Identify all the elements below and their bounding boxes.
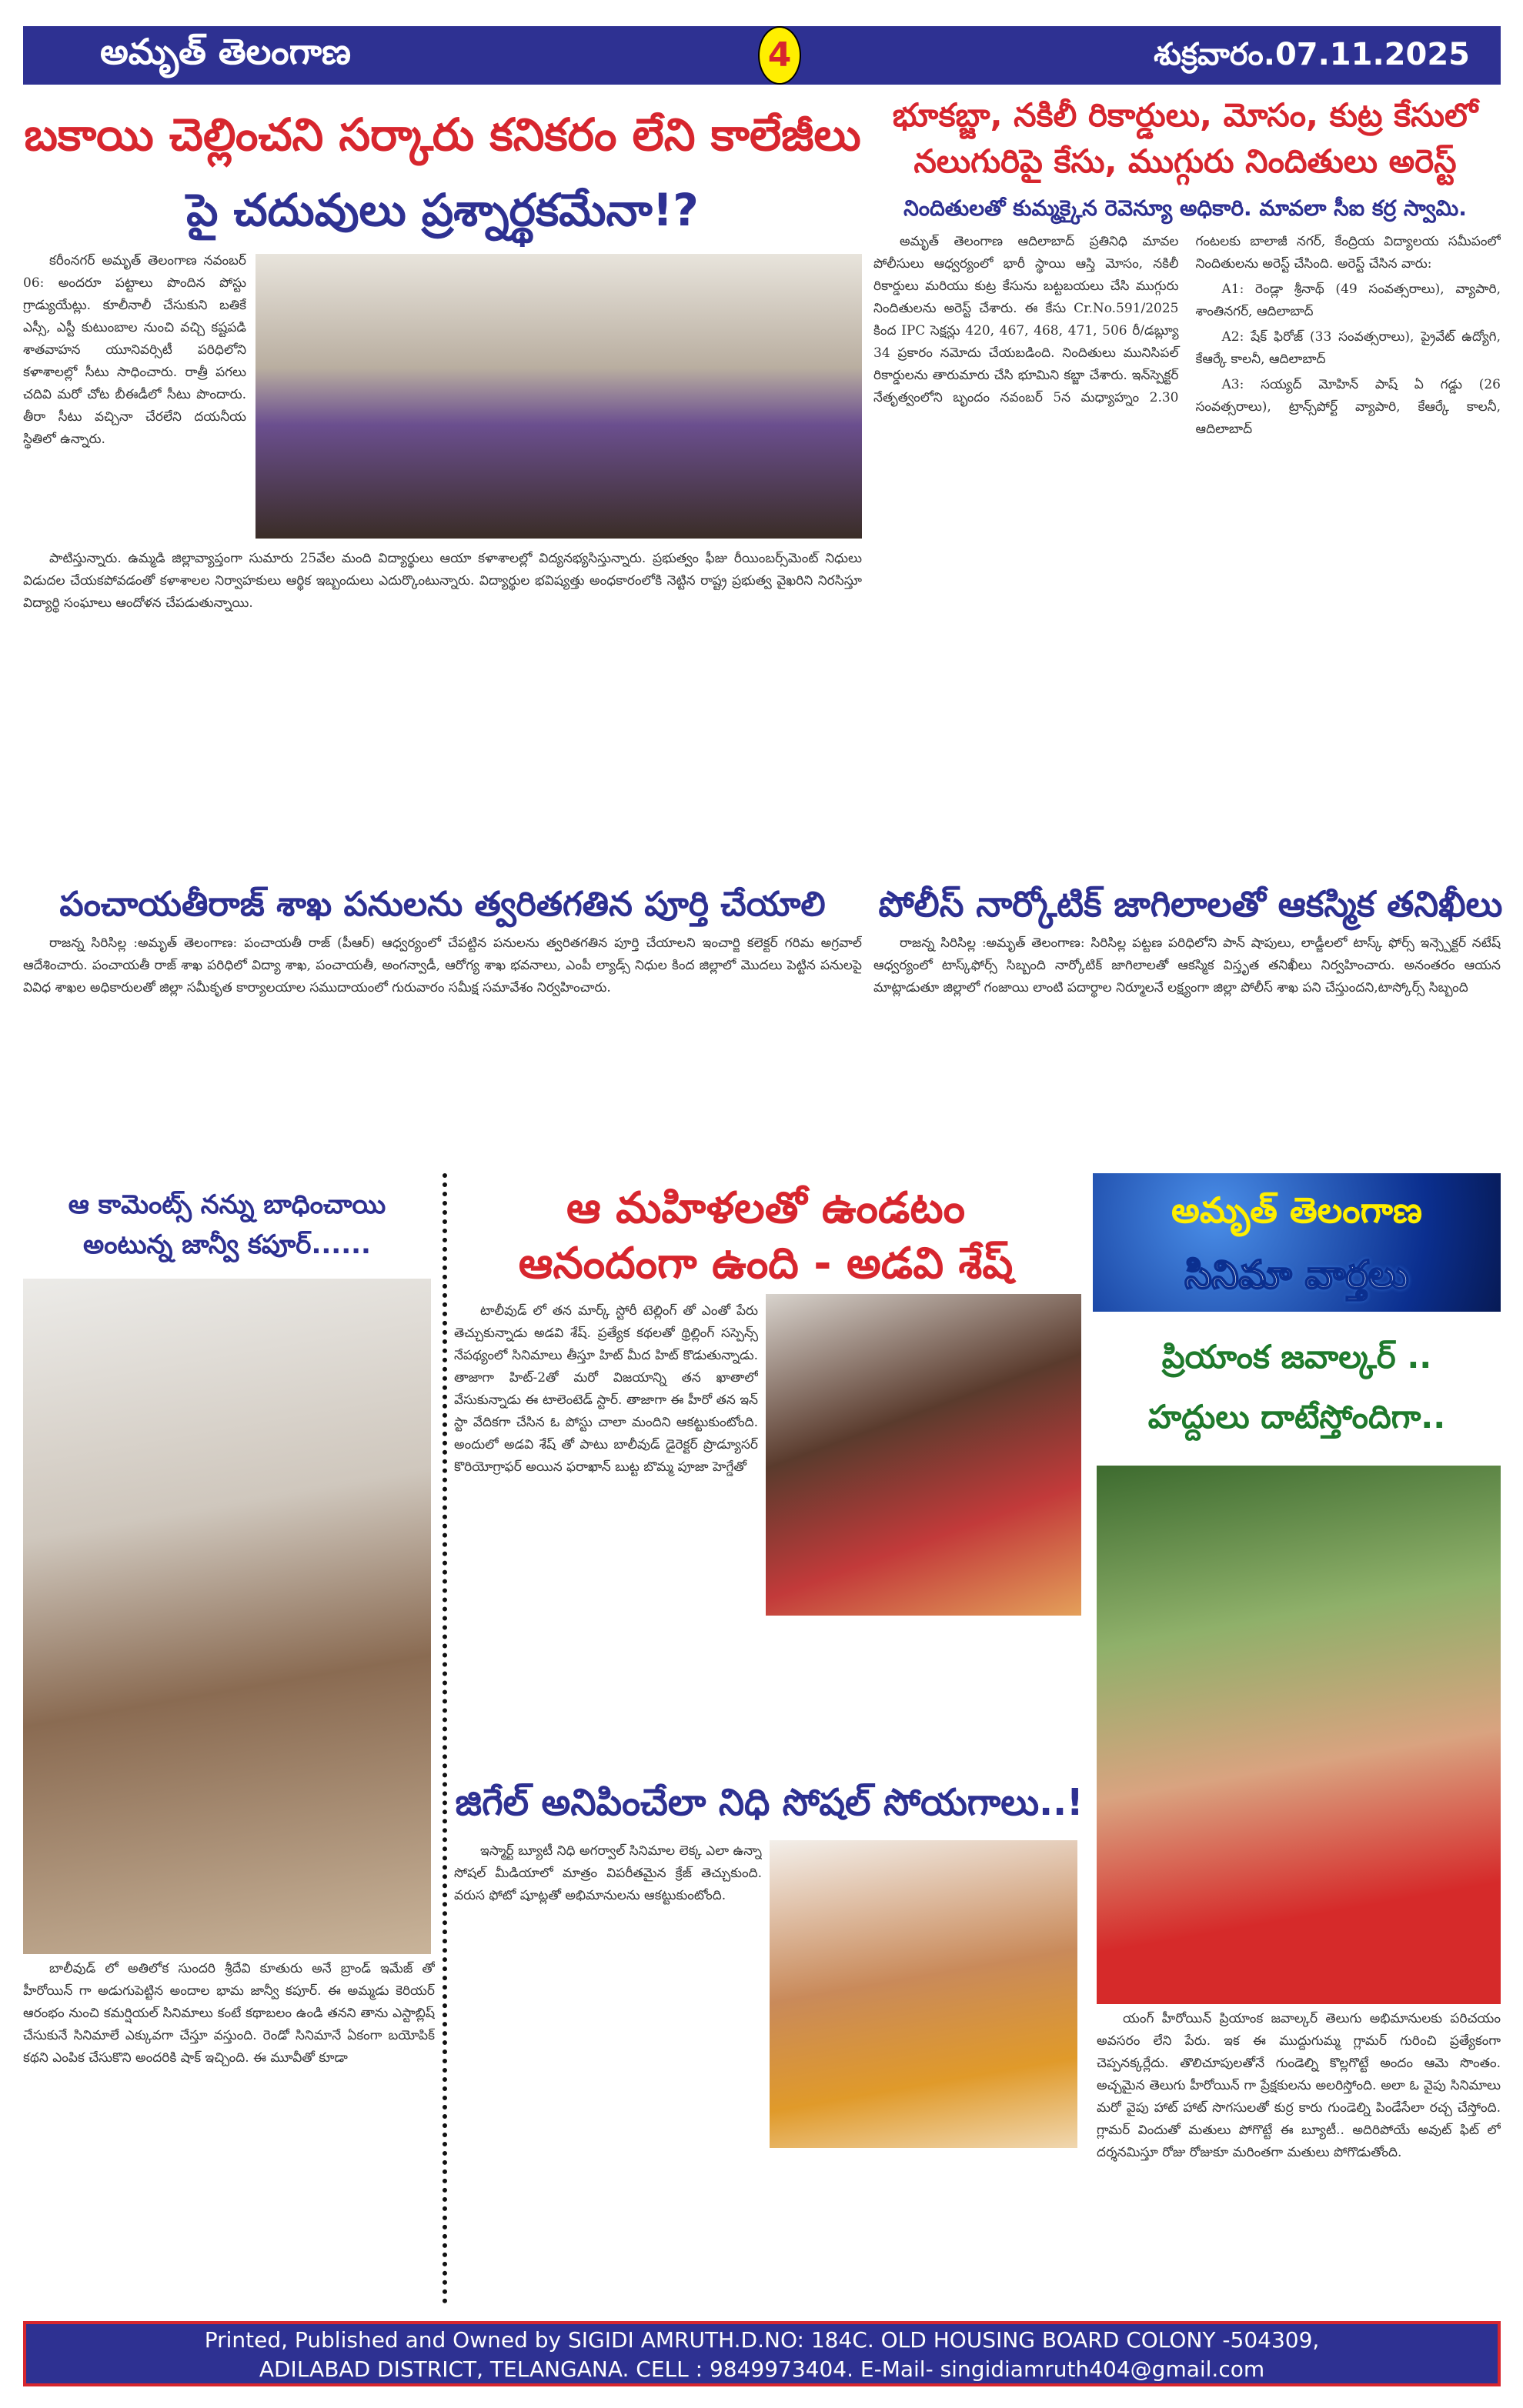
masthead: [23, 26, 1501, 85]
accused-a1: A1: రెండ్లా శ్రీనాథ్ (49 సంవత్సరాలు), వ్యాపారి, శాంతినగర్, ఆదిలాబాద్: [1195, 282, 1501, 319]
lead-headline-line2-box: [23, 185, 862, 236]
fraud-headline: [870, 92, 1501, 185]
police-body-text: రాజన్న సిరిసిల్ల :అమృత్ తెలంగాణ: సిరిసిల్ల పట్టణ పరిధిలోని పాన్ షాపులు, లాడ్జీలలో టాస్క్ ఫోర్స్ ఇన్స్పెక్టర్ నటేష్ ఆధ్వర్యంలో టాస్క్‌ఫోర్స్ సిబ్బంది నార్కోటిక్ జాగిలాలతో ఆకస్మిక విస్తృత తనిఖీలు నిర్వహించారు. అనంతరం ఆయన మాట్లాడుతూ జిల్లాలో గంజాయి లాంటి పదార్థాల నిర్మూలనే లక్ష్యంగా జిల్లా పోలీస్ శాఖ పని చేస్తుందని,టాస్కోర్స్ సిబ్బంది: [873, 936, 1501, 996]
priyanka-body-text: యంగ్ హీరోయిన్ ప్రియాంక జవాల్కర్ తెలుగు అభిమానులకు పరిచయం అవసరం లేని పేరు. ఇక ఈ ముద్దుగుమ్మ గ్లామర్ గురించి ప్రత్యేకంగా చెప్పనక్కర్లేదు. తొలిచూపులతోనే గుండెల్ని కొల్లగొట్టే అందం ఆమె సొంతం. అచ్చమైన తెలుగు హీరోయిన్ గా ప్రేక్షకులను అలరిస్తోంది. అలా ఓ వైపు సినిమాలు మరో వైపు హాట్ హాట్ సొగసులతో కుర్ర కారు గుండెల్ని పిండేసేలా రచ్చ చేస్తోంది. గ్లామర్ విందుతో మతులు పోగొట్టే ఈ బ్యూటీ.. అదిరిపోయే అవుట్ ఫిట్ లో దర్శనమిస్తూ రోజు రోజుకూ మరింతగా మతులు పోగొడుతోంది.: [1097, 2011, 1501, 2160]
adivi-headline-line1: ఆ మహిళలతో ఉండటం: [566, 1183, 966, 1233]
banner-paper-name-box: [1093, 1187, 1501, 1233]
priyanka-headline-line2: హద్దులు దాటేస్తోందిగా..: [1147, 1398, 1446, 1436]
imprint-line1: Printed, Published and Owned by SIGIDI AMRUTH.D.NO: 184C. OLD HOUSING BOARD COLONY -504309,: [204, 2327, 1320, 2353]
panchayat-headline-box: [23, 883, 862, 926]
lead-body-text: కరీంనగర్ అమృత్ తెలంగాణ నవంబర్ 06: అందరూ పట్టాలు పొందిన పోస్టు గ్రాడ్యుయేట్లు. కూలీనాలీ చేసుకుని బతికే ఎస్సీ, ఎస్టీ కుటుంబాల నుంచి వచ్చి కష్టపడి శాతవాహన యూనివర్సిటీ పరిధిలోని కళాశాలల్లో సీటు సాధించారు. రాత్రీ పగలు చదివి మరో చోట బీఈడీలో సీటు పొందారు. తీరా సీటు వచ్చినా చేరలేని దయనీయ స్థితిలో ఉన్నారు.: [23, 253, 246, 447]
students-photo: [256, 254, 862, 539]
adivi-headline: [450, 1181, 1081, 1292]
accused-a3: A3: సయ్యద్ మోహిన్ పాష్ ఏ గడ్డు (26 సంవత్సరాలు), ట్రాన్స్‌పోర్ట్ వ్యాపారి, కేఆర్కే కాలనీ, ఆదిలాబాద్: [1195, 377, 1501, 437]
priyanka-headline-line1: ప్రియాంక జవాల్కర్ ..: [1161, 1338, 1432, 1376]
police-headline: పోలీస్ నార్కోటిక్ జాగిలాలతో ఆకస్మిక తనిఖీలు: [878, 883, 1503, 925]
adivi-sesh-group-photo: [766, 1294, 1081, 1616]
nidhi-body-text: ఇస్మార్ట్ బ్యూటీ నిధి అగర్వాల్ సినిమాల లెక్క ఎలా ఉన్నా సోషల్ మీడియాలో మాత్రం విపరీతమైన క్రేజ్ తెచ్చుకుంది. వరుస ఫోటో షూట్లతో అభిమానులను ఆకట్టుకుంటోంది.: [454, 1843, 762, 1903]
janhvi-headline-line2: అంటున్న జాన్వీ కపూర్......: [83, 1229, 371, 1260]
cinema-news-banner: [1093, 1173, 1501, 1312]
column-divider: [443, 1173, 447, 2304]
nidhi-headline-box: [450, 1779, 1084, 1826]
fraud-headline-line2: నలుగురిపై కేసు, ముగ్గురు నిందితులు అరెస్ట్: [913, 142, 1457, 180]
page-number-badge: 4: [758, 26, 801, 85]
lead-body-wide-text: పాటిస్తున్నారు. ఉమ్మడి జిల్లావ్యాప్తంగా సుమారు 25వేల మంది విద్యార్థులు ఆయా కళాశాలల్లో విద్యనభ్యసిస్తున్నారు. ప్రభుత్వం ఫీజు రీయింబర్స్‌మెంట్ నిధులు విడుదల చేయకపోవడంతో కళాశాలల నిర్వాహకులు ఆర్థిక ఇబ్బందులు ఎదుర్కొంటున్నారు. విద్యార్థుల భవిష్యత్తు అంధకారంలోకి నెట్టిన రాష్ట్ర ప్రభుత్వ వైఖరిని నిరసిస్తూ విద్యార్థి సంఘాలు ఆందోళన చేపడుతున్నాయి.: [23, 551, 862, 611]
priyanka-body: [1097, 2008, 1501, 2304]
panchayat-body-text: రాజన్న సిరిసిల్ల :అమృత్ తెలంగాణ: పంచాయతీ రాజ్ (పీఆర్) ఆధ్వర్యంలో చేపట్టిన పనులను త్వరితగతిన పూర్తి చేయాలని ఇంచార్జి కలెక్టర్ గరిమ అగ్రవాల్ ఆదేశించారు. పంచాయతీ రాజ్ శాఖ పరిధిలో విద్యా శాఖ, పంచాయతీ, అంగన్వాడీ, ఆరోగ్య శాఖ భవనాలు, ఎంపీ ల్యాడ్స్ నిధుల కింద జిల్లాలో మొదలు పెట్టిన పనులపై వివిధ శాఖల అధికారులతో జిల్లా సమీకృత కార్యాలయాల సముదాయంలో గురువారం సమీక్ష సమావేశం నిర్వహించారు.: [23, 936, 862, 996]
priyanka-headline: [1093, 1327, 1501, 1447]
fraud-body: [873, 231, 1501, 869]
imprint-line2: ADILABAD DISTRICT, TELANGANA. CELL : 9849973404. E-Mail- singidiamruth404@gmail.com: [259, 2356, 1265, 2382]
adivi-headline-line2: ఆనందంగా ఉంది - అడవి శేష్: [518, 1239, 1014, 1289]
banner-cinema-news: సినిమా వార్తలు: [1184, 1252, 1409, 1297]
issue-date: శుక్రవారం.07.11.2025: [1154, 37, 1470, 72]
panchayat-body: [23, 932, 862, 1156]
lead-headline-line1-box: [23, 109, 862, 161]
fraud-subheadline-box: [870, 194, 1501, 223]
lead-body-wide: [23, 548, 862, 875]
panchayat-headline: పంచాయతీరాజ్ శాఖ పనులను త్వరితగతిన పూర్తి చేయాలి: [59, 885, 826, 924]
police-headline-box: [873, 882, 1501, 926]
priyanka-jawalkar-photo: [1097, 1466, 1501, 2004]
paper-name: అమృత్ తెలంగాణ: [100, 31, 351, 72]
imprint-footer: [23, 2321, 1501, 2386]
adivi-body-text: టాలీవుడ్ లో తన మార్క్ స్టోరీ టెల్లింగ్ తో ఎంతో పేరు తెచ్చుకున్నాడు అడవి శేష్. ప్రత్యేక కథలతో థ్రిల్లింగ్ సస్పెన్స్ నేపథ్యంలో సినిమాలు తీస్తూ హిట్ మీద హిట్ కొడుతున్నాడు. తాజాగా హిట్-2తో మరో విజయాన్ని తన ఖాతాలో వేసుకున్నాడు ఈ టాలెంటెడ్ స్టార్. తాజాగా ఈ హీరో తన ఇన్ స్టా వేదికగా చేసిన ఓ పోస్టు చాలా మందిని ఆకట్టుకుంటోంది. అందులో అడవి శేష్ తో పాటు బాలీవుడ్ డైరెక్టర్ ప్రొడ్యూసర్ కొరియోగ్రాఫర్ అయిన ఫరాఖాన్ బుట్ట బొమ్మ పూజా హెగ్డేతో: [454, 1303, 758, 1475]
police-body: [873, 932, 1501, 1156]
janhvi-body-text: బాలీవుడ్ లో అతిలోక సుందరి శ్రీదేవి కూతురు అనే బ్రాండ్ ఇమేజ్ తో హీరోయిన్ గా అడుగుపెట్టిన అందాల భామ జాన్వీ కపూర్. ఈ అమ్మడు కెరియర్ ఆరంభం నుంచి కమర్షియల్ సినిమాలు కంటే కథాబలం ఉండి తనని తాను ఎస్టాబ్లిష్ చేసుకునే సినిమాలే ఎక్కువగా చేస్తూ వస్తుంది. రెండో సినిమానే ఏకంగా బయోపిక్ కథని ఎంపిక చేసుకొని అందరికి షాక్ ఇచ్చింది. ఈ మూవీతో కూడా: [23, 1961, 435, 2066]
janhvi-kapoor-photo: [23, 1279, 431, 1954]
lead-headline-line1: బకాయి చెల్లించని సర్కారు కనికరం లేని కాలేజీలు: [24, 108, 861, 161]
nidhi-body: [454, 1840, 762, 2302]
janhvi-headline: [23, 1185, 431, 1265]
lead-headline-line2: పై చదువులు ప్రశ్నార్థకమేనా!?: [186, 184, 699, 236]
fraud-body-text: అమృత్ తెలంగాణ ఆదిలాబాద్ ప్రతినిధి మావల పోలీసులు ఆధ్వర్యంలో భారీ స్థాయి ఆస్తి మోసం, నకిలీ రికార్డులు మరియు కుట్ర కేసును బట్టబయలు చేసి ముగ్గురు నిందితులను అరెస్ట్ చేశారు. ఈ కేసు Cr.No.591/2025 కింద IPC సెక్షన్లు 420, 467, 468, 471, 506 రీ/డబ్ల్యూ 34 ప్రకారం నమోదు చేయబడింది. నిందితులు మునిసిపల్ రికార్డులను తారుమారు చేసి భూమిని కబ్జా చేశారు. ఇన్‌స్పెక్టర్ నేతృత్వంలోని బృందం నవంబర్ 5న మధ్యాహ్నం 2.30 గంటలకు బాలాజీ నగర్, కేంద్రియ విద్యాలయ సమీపంలో నిందితులను అరెస్ట్ చేసింది. అరెస్ట్ చేసిన వారు:: [873, 234, 1501, 405]
janhvi-body: [23, 1958, 435, 2304]
banner-paper-name: అమృత్ తెలంగాణ: [1171, 1189, 1422, 1231]
accused-a2: A2: షేక్ ఫిరోజ్ (33 సంవత్సరాలు), ప్రైవేట్ ఉద్యోగి, కేఆర్కే కాలనీ, ఆదిలాబాద్: [1195, 329, 1501, 367]
fraud-subheadline: నిందితులతో కుమ్మక్కైన రెవెన్యూ అధికారి. మావలా సీఐ కర్ర స్వామి.: [903, 195, 1467, 221]
nidhi-agarwal-photo: [770, 1840, 1077, 2148]
nidhi-headline: జిగేల్ అనిపించేలా నిధి సోషల్ సోయగాలు..!: [455, 1781, 1084, 1824]
lead-body-column: [23, 250, 246, 542]
adivi-body: [454, 1300, 758, 1773]
janhvi-headline-line1: ఆ కామెంట్స్ నన్ను బాధించాయి: [68, 1189, 386, 1220]
banner-cinema-news-box: [1093, 1250, 1501, 1299]
fraud-headline-line1: భూకబ్జా, నకిలీ రికార్డులు, మోసం, కుట్ర కేసులో: [892, 96, 1478, 134]
